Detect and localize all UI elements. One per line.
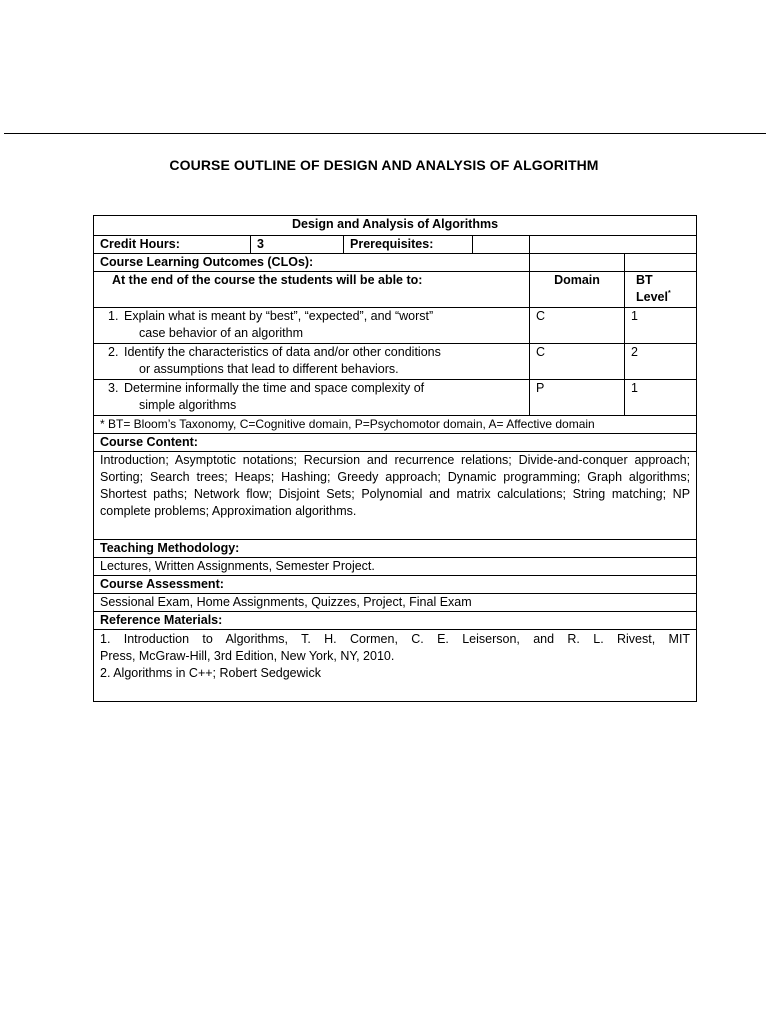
clo-row [94, 308, 697, 344]
clo-description [94, 308, 530, 344]
clo-row [94, 344, 697, 380]
clo-number: 2. [108, 345, 119, 359]
credit-hours-row [94, 236, 697, 254]
teaching-methodology-heading: Teaching Methodology: [94, 540, 697, 558]
clo-heading: Course Learning Outcomes (CLOs): [94, 254, 530, 272]
clo-text-line2: case behavior of an algorithm [139, 326, 303, 340]
clo-row [94, 380, 697, 416]
content-heading-row [94, 434, 697, 452]
clo-number: 3. [108, 381, 119, 395]
clo-description [94, 380, 530, 416]
page-title: COURSE OUTLINE OF DESIGN AND ANALYSIS OF ALGORITHM [169, 157, 599, 173]
prerequisites-extra [530, 236, 697, 254]
domain-header: Domain [530, 272, 625, 308]
credit-hours-value: 3 [251, 236, 344, 254]
top-horizontal-rule [4, 133, 766, 134]
credit-hours-label: Credit Hours: [94, 236, 251, 254]
course-content-text: Introduction; Asymptotic notations; Recursion and recurrence relations; Divide-and-conquer approach; Sorting; Search trees; Heaps; Hashing; Greedy approach; Dynamic programming; Graph algorithms; Shortest paths; Network flow; Disjoint Sets; Polynomial and matrix calculations; String matching; NP complete problems; Approximation algorithms. [94, 452, 697, 540]
clo-bt-level: 1 [625, 380, 697, 416]
bt-header-mark: * [667, 290, 671, 297]
clo-number: 1. [108, 309, 119, 323]
clo-header-row [94, 272, 697, 308]
methodology-heading-row [94, 540, 697, 558]
bt-header-line1: BT [636, 273, 653, 287]
bt-note-row [94, 416, 697, 434]
clo-description [94, 344, 530, 380]
clo-heading-row [94, 254, 697, 272]
assessment-heading-row [94, 576, 697, 594]
reference-1-line1: 1. Introduction to Algorithms, T. H. Cormen, C. E. Leiserson, and R. L. Rivest, MIT [100, 632, 691, 646]
course-assessment-heading: Course Assessment: [94, 576, 697, 594]
references-row [94, 630, 697, 702]
course-name: Design and Analysis of Algorithms [94, 216, 697, 236]
teaching-methodology-text: Lectures, Written Assignments, Semester Project. [94, 558, 697, 576]
bt-level-header [625, 272, 697, 308]
clo-intro: At the end of the course the students will be able to: [94, 272, 530, 308]
reference-2: 2. Algorithms in C++; Robert Sedgewick [100, 666, 321, 680]
clo-heading-domain-cell [530, 254, 625, 272]
bt-header-line2: Level [636, 290, 668, 304]
clo-text-line2: simple algorithms [139, 398, 237, 412]
reference-1-line2: Press, McGraw-Hill, 3rd Edition, New York, NY, 2010. [100, 649, 395, 663]
clo-bt-level: 1 [625, 308, 697, 344]
methodology-row [94, 558, 697, 576]
clo-text-line2: or assumptions that lead to different behaviors. [139, 362, 399, 376]
prerequisites-label: Prerequisites: [344, 236, 473, 254]
clo-domain: P [530, 380, 625, 416]
clo-text-line1: Explain what is meant by “best”, “expected”, and “worst” [124, 309, 434, 323]
assessment-row [94, 594, 697, 612]
course-name-row [94, 216, 697, 236]
content-row [94, 452, 697, 540]
course-content-heading: Course Content: [94, 434, 697, 452]
clo-text-line1: Determine informally the time and space complexity of [124, 381, 425, 395]
reference-materials-heading: Reference Materials: [94, 612, 697, 630]
clo-text-line1: Identify the characteristics of data and/or other conditions [124, 345, 441, 359]
clo-bt-level: 2 [625, 344, 697, 380]
prerequisites-value [473, 236, 530, 254]
clo-heading-bt-cell [625, 254, 697, 272]
reference-materials-list [94, 630, 697, 702]
clo-domain: C [530, 308, 625, 344]
course-assessment-text: Sessional Exam, Home Assignments, Quizzes, Project, Final Exam [94, 594, 697, 612]
course-outline-table [93, 215, 697, 702]
references-heading-row [94, 612, 697, 630]
bt-note: * BT= Bloom’s Taxonomy, C=Cognitive domain, P=Psychomotor domain, A= Affective domain [94, 416, 697, 434]
clo-domain: C [530, 344, 625, 380]
